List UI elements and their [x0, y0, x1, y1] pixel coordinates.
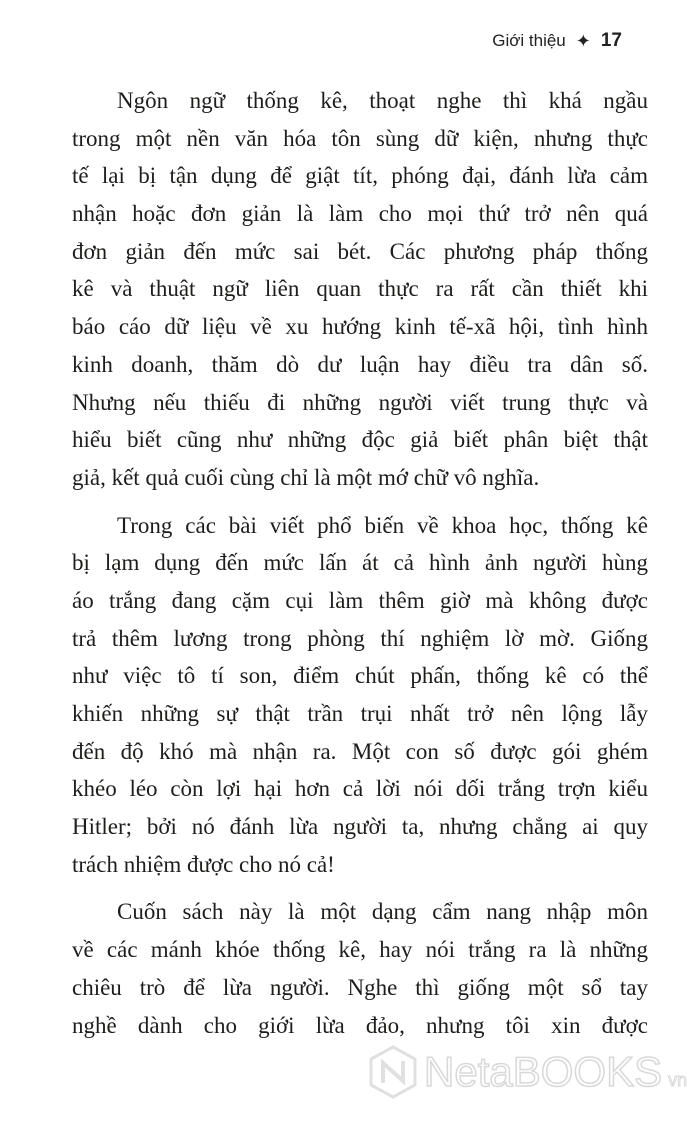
text-line: tế lại bị tận dụng để giật tít, phóng đại, đánh lừa cảm [72, 163, 648, 189]
page-number: 17 [600, 30, 622, 51]
text-line: Nhưng nếu thiếu đi những người viết trung thực và [72, 389, 648, 415]
section-title: Giới thiệu [492, 31, 566, 50]
watermark [368, 1045, 687, 1099]
paragraph [72, 507, 648, 884]
text-line: về các mánh khóe thống kê, hay nói trắng ra là những [72, 937, 648, 963]
watermark-suffix: vn [668, 1070, 688, 1090]
watermark-text: NetaBOOKS [424, 1048, 663, 1095]
text-line: giả, kết quả cuối cùng chỉ là một mớ chữ vô nghĩa. [72, 464, 540, 490]
text-line: Trong các bài viết phổ biến về khoa học, thống kê [117, 512, 648, 538]
text-line: Hitler; bởi nó đánh lừa người ta, nhưng chẳng ai quy [72, 814, 648, 840]
paragraph [72, 893, 648, 1044]
text-line: trả thêm lương trong phòng thí nghiệm lờ mờ. Giống [72, 625, 648, 651]
running-header [492, 30, 622, 52]
four-point-star-icon: ✦ [575, 30, 591, 51]
text-line: nghề dành cho giới lừa đảo, nhưng tôi xin được [72, 1012, 648, 1038]
text-line: đơn giản đến mức sai bét. Các phương pháp thống [72, 238, 648, 264]
text-line: nhận hoặc đơn giản là làm cho mọi thứ trở nên quá [72, 201, 648, 227]
text-line: kinh doanh, thăm dò dư luận hay điều tra dân số. [72, 351, 648, 377]
text-line: như việc tô tí son, điểm chút phấn, thống kê có thể [72, 663, 648, 689]
text-line: trong một nền văn hóa tôn sùng dữ kiện, nhưng thực [72, 125, 648, 151]
text-line: kê và thuật ngữ liên quan thực ra rất cần thiết khi [72, 276, 648, 302]
text-line: khiến những sự thật trần trụi nhất trở nên lộng lẫy [72, 701, 648, 726]
text-line: hiểu biết cũng như những độc giả biết phân biệt thật [72, 427, 648, 453]
text-line: bị lạm dụng đến mức lấn át cả hình ảnh người hùng [72, 550, 648, 576]
paragraph [72, 82, 648, 497]
text-line: Cuốn sách này là một dạng cẩm nang nhập môn [117, 899, 648, 925]
netabooks-logo-icon [368, 1045, 418, 1099]
body-text [72, 82, 648, 1054]
text-line: trách nhiệm được cho nó cả! [72, 851, 335, 877]
text-line: báo cáo dữ liệu về xu hướng kinh tế-xã hội, tình hình [72, 314, 648, 340]
text-line: chiêu trò để lừa người. Nghe thì giống một sổ tay [72, 974, 648, 1000]
text-line: áo trắng đang cặm cụi làm thêm giờ mà không được [72, 587, 648, 613]
text-line: khéo léo còn lợi hại hơn cả lời nói dối trắng trợn kiểu [72, 776, 648, 802]
text-line: Ngôn ngữ thống kê, thoạt nghe thì khá ngầu [117, 88, 648, 113]
text-line: đến độ khó mà nhận ra. Một con số được gói ghém [72, 738, 648, 764]
